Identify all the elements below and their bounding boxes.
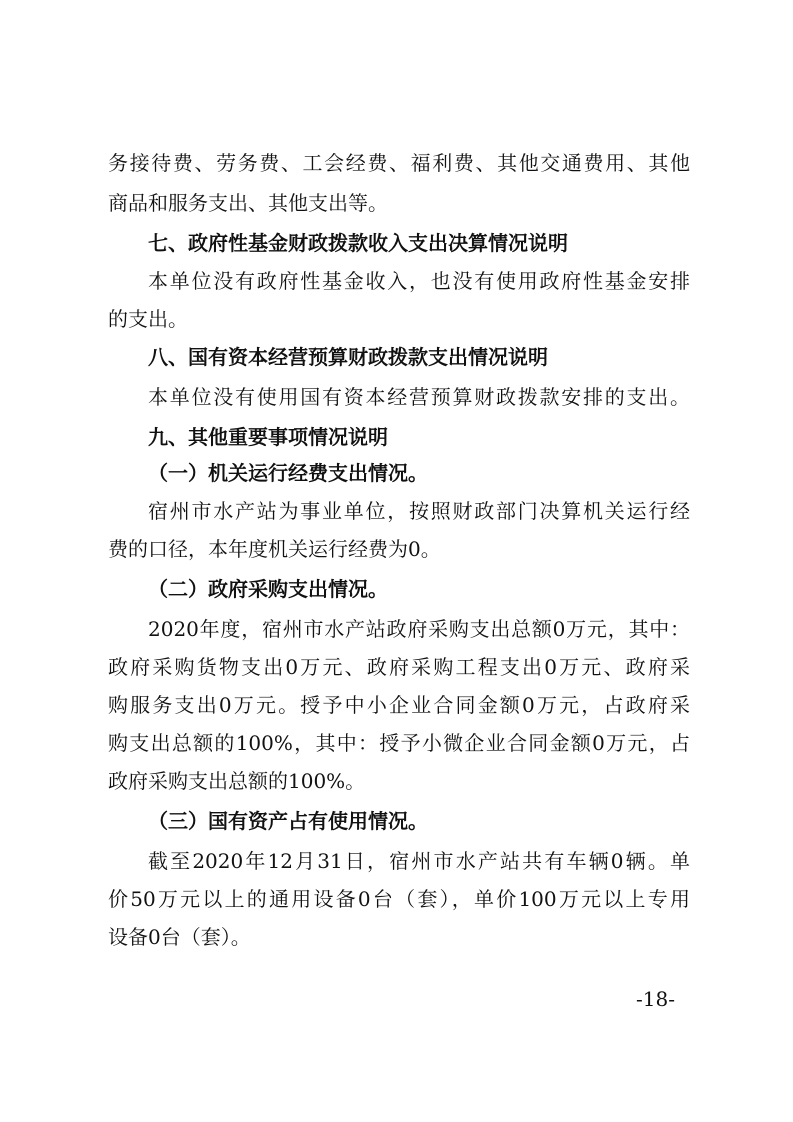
body-line: 2020年度，宿州市水产站政府采购支出总额0万元，其中： [148, 617, 690, 641]
body-line: 政府采购货物支出0万元、政府采购工程支出0万元、政府采 [108, 655, 690, 679]
section-heading: 八、国有资本经营预算财政拨款支出情况说明 [148, 345, 548, 369]
section-heading: 九、其他重要事项情况说明 [148, 425, 388, 449]
body-line: 本单位没有政府性基金收入，也没有使用政府性基金安排 [148, 269, 690, 293]
body-line: 截至2020年12月31日，宿州市水产站共有车辆0辆。单 [148, 849, 690, 873]
body-line: 设备0台（套）。 [108, 925, 251, 949]
body-line: 宿州市水产站为事业单位，按照财政部门决算机关运行经 [148, 499, 690, 523]
body-line: 费的口径，本年度机关运行经费为0。 [108, 537, 441, 561]
body-line: 价50万元以上的通用设备0台（套），单价100万元以上专用 [108, 887, 690, 911]
body-line: 的支出。 [108, 307, 188, 331]
body-line: 政府采购支出总额的100%。 [108, 769, 366, 793]
body-line: 务接待费、劳务费、工会经费、福利费、其他交通费用、其他 [108, 151, 690, 175]
subsection-heading: （二）政府采购支出情况。 [148, 577, 388, 601]
section-heading: 七、政府性基金财政拨款收入支出决算情况说明 [148, 231, 568, 255]
subsection-heading: （一）机关运行经费支出情况。 [148, 461, 428, 485]
body-line: 购支出总额的100%，其中：授予小微企业合同金额0万元，占 [108, 731, 690, 755]
body-line: 购服务支出0万元。授予中小企业合同金额0万元，占政府采 [108, 693, 690, 717]
body-line: 本单位没有使用国有资本经营预算财政拨款安排的支出。 [148, 385, 690, 409]
subsection-heading: （三）国有资产占有使用情况。 [148, 809, 428, 833]
page-number: -18- [636, 987, 675, 1011]
body-line: 商品和服务支出、其他支出等。 [108, 191, 388, 215]
